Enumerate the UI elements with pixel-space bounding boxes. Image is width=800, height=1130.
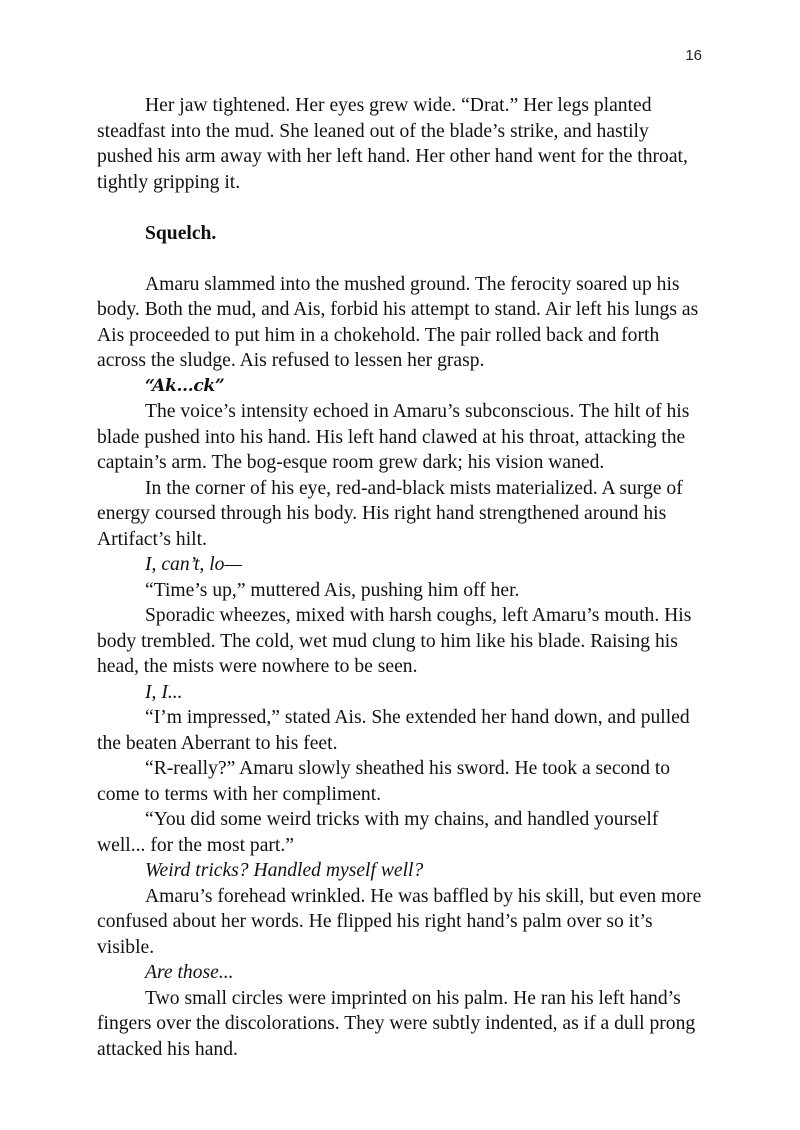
paragraph: Weird tricks? Handled myself well? (145, 860, 424, 881)
paragraph: I, can’t, lo— (145, 554, 242, 575)
paragraph: “You did some weird tricks with my chains, and handled yourself well... for the most part.” (97, 809, 659, 856)
paragraph: “Time’s up,” muttered Ais, pushing him off her. (145, 579, 520, 601)
paragraph: Two small circles were imprinted on his palm. He ran his left hand’s fingers over the discolorations. They were subtly indented, as if a dull prong attacked his hand. (97, 987, 696, 1060)
paragraph: “Ak...ck” (145, 375, 225, 396)
paragraph: “R-really?” Amaru slowly sheathed his sword. He took a second to come to terms with her compliment. (97, 758, 671, 805)
page-number: 16 (685, 47, 702, 64)
paragraph: Squelch. (145, 222, 217, 244)
paragraph: “I’m impressed,” stated Ais. She extended her hand down, and pulled the beaten Aberrant to his feet. (97, 707, 690, 754)
paragraph: Are those... (145, 962, 234, 983)
paragraph: I, I... (145, 681, 183, 703)
paragraph: Amaru slammed into the mushed ground. The ferocity soared up his body. Both the mud, and Ais, forbid his attempt to stand. Air left his lungs as Ais proceeded to put him in a chokehold. The pair rolled back and forth across the sludge. Ais refused to lessen her grasp. (97, 273, 699, 371)
body-text (97, 93, 703, 1062)
paragraph: The voice’s intensity echoed in Amaru’s subconscious. The hilt of his blade pushed into his hand. His left hand clawed at his throat, attacking the captain’s arm. The bog-esque room grew dark; his vision waned. (97, 401, 690, 473)
paragraph: Her jaw tightened. Her eyes grew wide. “Drat.” Her legs planted steadfast into the mud. She leaned out of the blade’s strike, and hastily pushed his arm away with her left hand. Her other hand went for the throat, tightly gripping it. (97, 95, 688, 193)
paragraph: In the corner of his eye, red-and-black mists materialized. A surge of energy coursed through his body. His right hand strengthened around his Artifact’s hilt. (97, 477, 683, 550)
paragraph: Amaru’s forehead wrinkled. He was baffled by his skill, but even more confused about her words. He flipped his right hand’s palm over so it’s visible. (97, 885, 702, 958)
paragraph: Sporadic wheezes, mixed with harsh coughs, left Amaru’s mouth. His body trembled. The cold, wet mud clung to him like his blade. Raising his head, the mists were nowhere to be seen. (97, 605, 692, 677)
